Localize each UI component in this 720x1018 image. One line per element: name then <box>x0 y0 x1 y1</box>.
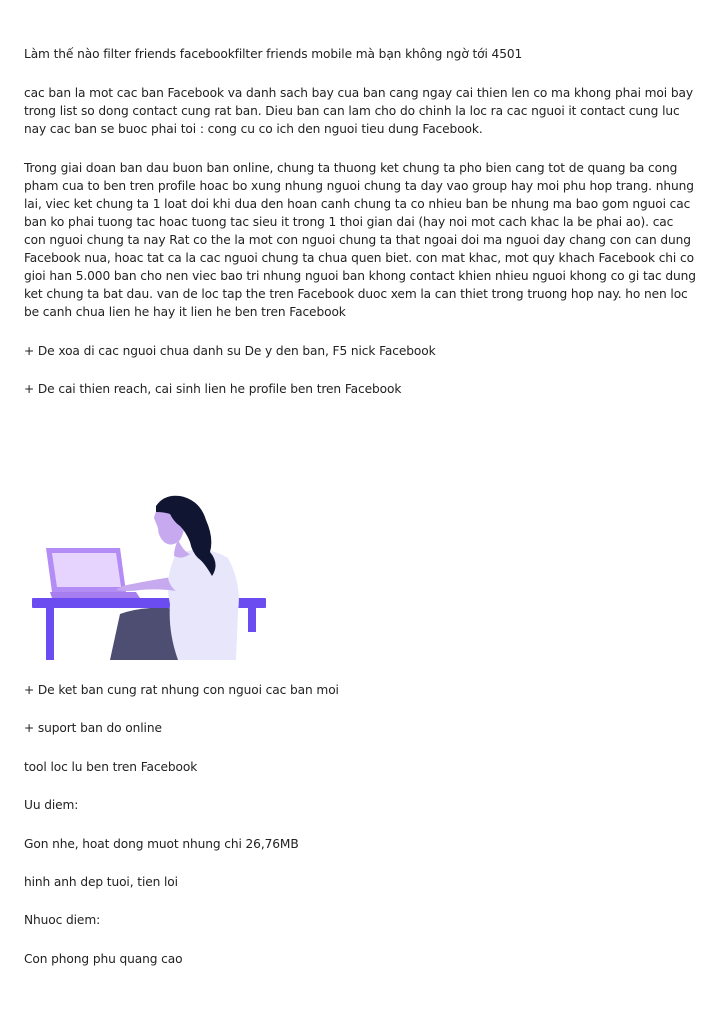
intro-paragraph: cac ban la mot cac ban Facebook va danh sach bay cua ban cang ngay cai thien len co ma khong phai moi bay trong list so dong contact cung rat ban. Dieu ban can lam cho do chinh la loc ra cac nguoi it contact cung luc nay cac ban se buoc phai toi : cong cu co ich den nguoi tieu dung Facebook. <box>24 86 693 136</box>
pros-heading: Uu diem: <box>24 798 79 812</box>
pro-item-2: hinh anh dep tuoi, tien loi <box>24 875 178 889</box>
bullet-item-3: + De ket ban cung rat nhung con nguoi cac ban moi <box>24 683 339 697</box>
bullet-item-4: + suport ban do online <box>24 721 162 735</box>
con-item-1: Con phong phu quang cao <box>24 952 183 966</box>
body-paragraph: Trong giai doan ban dau buon ban online, chung ta thuong ket chung ta pho bien cang tot de quang ba cong pham cua to ben tren profile hoac bo xung nhung nguoi chung ta day vao group hay moi phu hop trang. nhung lai, viec ket chung ta 1 loat doi khi dua den hoan canh chung ta co nhieu ban be nhung ma bao gom nguoi cac ban ko phai tuong tac hoac tuong tac sieu it trong 1 thoi gian dai (hay noi mot cach khac la be phai ao). cac con nguoi chung ta nay Rat co the la mot con nguoi chung ta that ngoai doi ma nguoi day chang con can dung Facebook nua, hoac tat ca la cac nguoi chung ta chua quen biet. con mat khac, mot quy khach Facebook chi co gioi han 5.000 ban cho nen viec bao tri nhung nguoi ban khong contact khien nhieu nguoi khong co gi tac dung ket chung ta bat dau. van de loc tap the tren Facebook duoc xem la can thiet trong truong hop nay. ho nen loc be canh chua lien he hay it lien he ben tren Facebook <box>24 161 696 319</box>
tool-line: tool loc lu ben tren Facebook <box>24 760 198 774</box>
bullet-item-2: + De cai thien reach, cai sinh lien he profile ben tren Facebook <box>24 382 402 396</box>
document-title: Làm thế nào filter friends facebookfilter friends mobile mà bạn không ngờ tới 4501 <box>24 47 523 61</box>
woman-at-laptop-illustration <box>28 492 268 660</box>
bullet-item-1: + De xoa di cac nguoi chua danh su De y den ban, F5 nick Facebook <box>24 344 436 358</box>
pro-item-1: Gon nhe, hoat dong muot nhung chi 26,76MB <box>24 837 299 851</box>
cons-heading: Nhuoc diem: <box>24 913 101 927</box>
